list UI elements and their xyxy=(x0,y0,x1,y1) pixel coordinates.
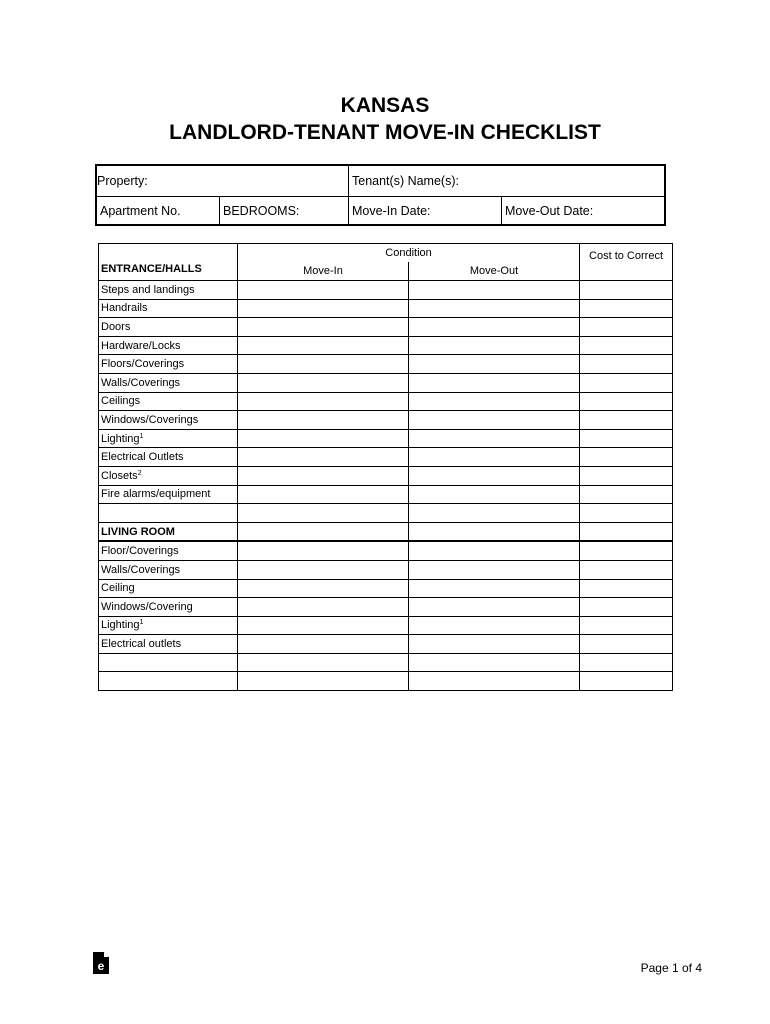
table-row xyxy=(99,281,673,300)
section-heading: LIVING ROOM xyxy=(99,522,238,541)
move-in-cell[interactable] xyxy=(238,411,409,430)
item-label xyxy=(99,541,238,560)
item-label xyxy=(99,373,238,392)
item-label xyxy=(99,466,238,485)
table-row xyxy=(99,485,673,504)
move-out-cell[interactable] xyxy=(409,616,580,635)
item-label-text: Floors/Coverings xyxy=(101,358,185,371)
table-row xyxy=(99,560,673,579)
item-label xyxy=(99,336,238,355)
bedrooms-label: BEDROOMS: xyxy=(223,204,300,218)
item-label-text: Handrails xyxy=(101,302,148,315)
cost-cell[interactable] xyxy=(580,616,673,635)
table-row xyxy=(99,299,673,318)
item-label xyxy=(99,560,238,579)
cost-cell[interactable] xyxy=(580,373,673,392)
table-row xyxy=(99,579,673,598)
cost-cell[interactable] xyxy=(580,336,673,355)
item-label-text: Lighting xyxy=(101,432,140,445)
cost-cell[interactable] xyxy=(580,653,673,672)
cost-cell[interactable] xyxy=(580,541,673,560)
move-out-cell[interactable] xyxy=(409,318,580,337)
move-in-cell[interactable] xyxy=(238,541,409,560)
property-field[interactable] xyxy=(94,166,344,196)
table-row xyxy=(99,448,673,467)
table-row xyxy=(99,373,673,392)
item-label xyxy=(99,635,238,654)
item-label-text: Ceilings xyxy=(101,395,141,408)
cost-cell[interactable] xyxy=(580,485,673,504)
move-out-cell[interactable] xyxy=(409,560,580,579)
document-title-state: KANSAS xyxy=(340,94,430,117)
item-label xyxy=(99,672,238,691)
tenants-name-label: Tenant(s) Name(s): xyxy=(352,174,459,188)
checklist-table xyxy=(98,243,673,691)
cost-cell[interactable] xyxy=(580,411,673,430)
table-row xyxy=(99,392,673,411)
move-in-cell[interactable] xyxy=(238,281,409,300)
cost-cell[interactable] xyxy=(580,355,673,374)
item-label xyxy=(99,299,238,318)
move-out-cell[interactable] xyxy=(409,522,580,541)
move-out-cell[interactable] xyxy=(409,429,580,448)
cost-cell[interactable] xyxy=(580,672,673,691)
svg-text:e: e xyxy=(97,959,105,973)
move-out-date-field[interactable] xyxy=(502,196,662,226)
footnote-marker: 1 xyxy=(139,432,144,440)
item-label-text: Electrical Outlets xyxy=(101,451,184,464)
item-label-text: Doors xyxy=(101,320,131,333)
move-in-cell[interactable] xyxy=(238,373,409,392)
move-out-header: Move-Out xyxy=(409,262,580,281)
move-in-cell[interactable] xyxy=(238,299,409,318)
move-out-cell[interactable] xyxy=(409,485,580,504)
move-in-cell[interactable] xyxy=(238,355,409,374)
cost-cell[interactable] xyxy=(580,560,673,579)
table-row xyxy=(99,504,673,523)
item-label xyxy=(99,485,238,504)
move-in-cell[interactable] xyxy=(238,466,409,485)
move-out-cell[interactable] xyxy=(409,373,580,392)
move-in-cell[interactable] xyxy=(238,392,409,411)
item-label xyxy=(99,579,238,598)
table-row xyxy=(99,616,673,635)
item-label xyxy=(99,598,238,617)
move-in-cell[interactable] xyxy=(238,448,409,467)
move-out-date-label: Move-Out Date: xyxy=(505,204,594,218)
cost-cell[interactable] xyxy=(580,466,673,485)
cost-cell[interactable] xyxy=(580,392,673,411)
document-title: LANDLORD-TENANT MOVE-IN CHECKLIST xyxy=(169,121,601,144)
table-row xyxy=(99,318,673,337)
item-label-text: Windows/Coverings xyxy=(101,413,199,426)
move-out-cell[interactable] xyxy=(409,653,580,672)
move-in-cell[interactable] xyxy=(238,522,409,541)
table-row xyxy=(99,653,673,672)
eforms-logo-icon xyxy=(92,951,110,975)
item-label-text: Floor/Coverings xyxy=(101,545,179,558)
cost-to-correct-header: Cost to Correct xyxy=(580,244,673,281)
move-in-cell[interactable] xyxy=(238,598,409,617)
move-in-cell[interactable] xyxy=(238,560,409,579)
cost-cell[interactable] xyxy=(580,281,673,300)
header-row-condition xyxy=(99,244,673,263)
apartment-no-field[interactable] xyxy=(97,196,217,226)
item-label xyxy=(99,318,238,337)
move-in-cell[interactable] xyxy=(238,635,409,654)
move-in-header: Move-In xyxy=(238,262,409,281)
item-label xyxy=(99,355,238,374)
item-label xyxy=(99,392,238,411)
cost-cell[interactable] xyxy=(580,504,673,523)
move-in-date-field[interactable] xyxy=(349,196,501,226)
move-in-cell[interactable] xyxy=(238,579,409,598)
move-in-cell[interactable] xyxy=(238,616,409,635)
item-label-text: Walls/Coverings xyxy=(101,376,181,389)
move-in-cell[interactable] xyxy=(238,429,409,448)
page-number: Page 1 of 4 xyxy=(640,961,702,975)
item-label xyxy=(99,504,238,523)
cost-cell[interactable] xyxy=(580,448,673,467)
move-in-cell[interactable] xyxy=(238,504,409,523)
item-label-text: Windows/Covering xyxy=(101,600,193,613)
move-out-cell[interactable] xyxy=(409,392,580,411)
footnote-marker: 1 xyxy=(139,619,144,627)
item-label xyxy=(99,281,238,300)
table-row xyxy=(99,411,673,430)
item-label-text: Walls/Coverings xyxy=(101,563,181,576)
cost-cell[interactable] xyxy=(580,299,673,318)
move-in-date-label: Move-In Date: xyxy=(352,204,431,218)
apartment-no-label: Apartment No. xyxy=(100,204,181,218)
item-label xyxy=(99,429,238,448)
move-out-cell[interactable] xyxy=(409,579,580,598)
item-label xyxy=(99,653,238,672)
item-label xyxy=(99,616,238,635)
move-out-cell[interactable] xyxy=(409,411,580,430)
item-label xyxy=(99,411,238,430)
cost-cell[interactable] xyxy=(580,429,673,448)
table-row xyxy=(99,635,673,654)
move-in-cell[interactable] xyxy=(238,336,409,355)
table-row xyxy=(99,541,673,560)
cost-cell[interactable] xyxy=(580,318,673,337)
move-out-cell[interactable] xyxy=(409,299,580,318)
footnote-marker: 2 xyxy=(137,469,142,477)
item-label-text: Hardware/Locks xyxy=(101,339,181,352)
move-out-cell[interactable] xyxy=(409,598,580,617)
cost-cell[interactable] xyxy=(580,522,673,541)
info-table xyxy=(95,164,666,226)
table-row xyxy=(99,672,673,691)
cost-cell[interactable] xyxy=(580,635,673,654)
move-in-cell[interactable] xyxy=(238,672,409,691)
item-label-text: Fire alarms/equipment xyxy=(101,488,211,501)
move-out-cell[interactable] xyxy=(409,541,580,560)
move-out-cell[interactable] xyxy=(409,448,580,467)
item-label-text: Closets xyxy=(101,469,138,482)
property-label: Property: xyxy=(97,174,148,188)
item-label xyxy=(99,448,238,467)
move-out-cell[interactable] xyxy=(409,504,580,523)
move-in-cell[interactable] xyxy=(238,653,409,672)
bedrooms-field[interactable] xyxy=(220,196,348,226)
move-in-cell[interactable] xyxy=(238,318,409,337)
move-out-cell[interactable] xyxy=(409,672,580,691)
item-label-text: Steps and landings xyxy=(101,283,195,296)
move-out-cell[interactable] xyxy=(409,466,580,485)
move-out-cell[interactable] xyxy=(409,281,580,300)
tenants-name-field[interactable] xyxy=(349,166,659,196)
item-label-text: Lighting xyxy=(101,619,140,632)
table-row xyxy=(99,466,673,485)
condition-header: Condition xyxy=(238,244,580,263)
table-row xyxy=(99,429,673,448)
cost-cell[interactable] xyxy=(580,598,673,617)
table-row xyxy=(99,355,673,374)
item-label-text: Electrical outlets xyxy=(101,638,182,651)
item-label-text: Ceiling xyxy=(101,582,135,595)
section-heading: ENTRANCE/HALLS xyxy=(99,244,238,281)
move-out-cell[interactable] xyxy=(409,355,580,374)
move-in-cell[interactable] xyxy=(238,485,409,504)
table-row xyxy=(99,336,673,355)
move-out-cell[interactable] xyxy=(409,635,580,654)
section-heading-row xyxy=(99,522,673,541)
move-out-cell[interactable] xyxy=(409,336,580,355)
cost-cell[interactable] xyxy=(580,579,673,598)
table-row xyxy=(99,598,673,617)
